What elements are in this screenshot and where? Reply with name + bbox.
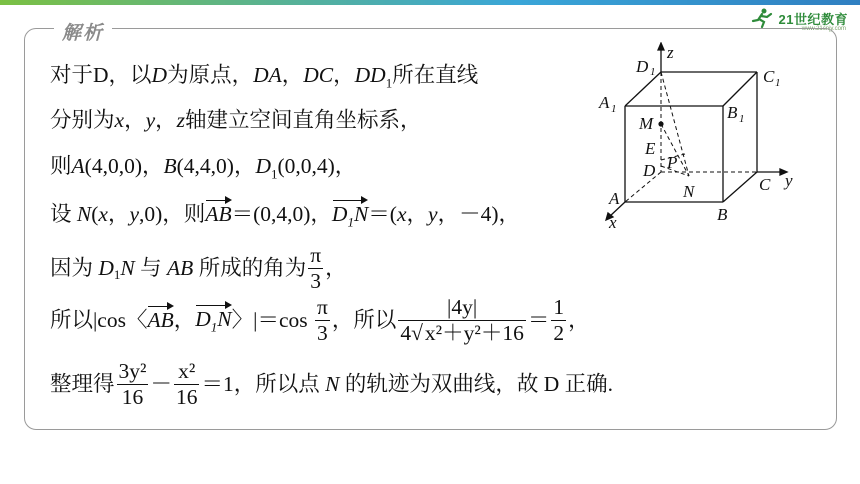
brand-logo: [749, 8, 848, 28]
fraction-x2-16: $\frac{\text{x²}}{16}$: [175, 359, 198, 409]
cube-coordinate-diagram: [595, 42, 795, 242]
svg-text:N: N: [683, 182, 695, 201]
solution-tag: 解析: [54, 18, 112, 45]
svg-text:D: D: [636, 57, 649, 76]
svg-text:A: A: [599, 93, 610, 112]
vector-D1N-2: $D_1N$: [195, 306, 232, 334]
fraction-cosine-formula: $\frac{|4y|}{\text{4√x²＋y²＋16}}$: [400, 295, 524, 345]
solution-line-5: 因为 $D_1N$ 与 AB 所成的角为 $\frac{\pi}{3}$ ，: [50, 243, 347, 293]
solution-line-3: 则A(4,0,0)，B(4,4,0)，$D_1(0,0,4)$，: [50, 154, 357, 182]
logo-url: www.21cnjy.com: [801, 26, 846, 32]
svg-text:P: P: [667, 153, 678, 172]
logo-text: 21世纪教育: [778, 11, 848, 27]
solution-line-2: 分别为x，y，z轴建立空间直角坐标系，: [50, 108, 422, 132]
fraction-pi-over-3: $\frac{\pi}{3}$: [310, 243, 322, 293]
point-M: [658, 121, 663, 126]
fraction-pi-over-3-b: $\frac{\pi}{3}$: [316, 295, 328, 345]
vector-D1N: $D_1N$: [331, 202, 369, 230]
runner-logo-icon: [749, 8, 775, 28]
svg-text:B: B: [717, 205, 728, 224]
solution-line-1: 对于D，以D为原点，DA，DC，$DD_1$所在直线: [50, 63, 479, 91]
svg-text:1: 1: [775, 77, 781, 89]
svg-text:M: M: [639, 114, 654, 133]
fraction-3y2-16: $\frac{\text{3y²}}{16}$: [118, 359, 147, 409]
svg-text:x: x: [609, 213, 617, 232]
svg-text:C: C: [759, 175, 771, 194]
solution-line-7: 整理得 $\frac{\text{3y²}}{16}$ － $\frac{\text{x²}}{16}$ ＝1，所以点 N 的轨迹为双曲线，故 D 正确.: [50, 359, 613, 409]
vector-AB: AB: [205, 202, 232, 226]
svg-text:1: 1: [739, 113, 745, 125]
svg-text:z: z: [667, 43, 674, 62]
svg-text:B: B: [727, 103, 738, 122]
svg-text:E: E: [645, 139, 656, 158]
svg-text:A: A: [609, 189, 620, 208]
solution-line-4: 设 N(x，y,0)，则AB＝(0,4,0)，$D_1N=(x$，y，－4)，: [50, 202, 520, 230]
svg-text:1: 1: [611, 103, 617, 115]
solution-line-6: 所以|cos〈AB，$D_1N$〉|＝cos $\frac{\pi}{3}$ ，所以 $\frac{|4y|}{\text{4√x²＋y²＋16}}$ ＝ $\frac{1}{2}$ ，: [50, 295, 590, 345]
svg-text:D: D: [643, 161, 656, 180]
fraction-one-half: $\frac{1}{2}$: [553, 295, 565, 345]
svg-text:1: 1: [650, 66, 656, 78]
svg-text:y: y: [785, 171, 793, 190]
svg-text:C: C: [763, 67, 775, 86]
vector-AB-2: AB: [147, 307, 174, 332]
top-accent-bar: [0, 0, 860, 5]
